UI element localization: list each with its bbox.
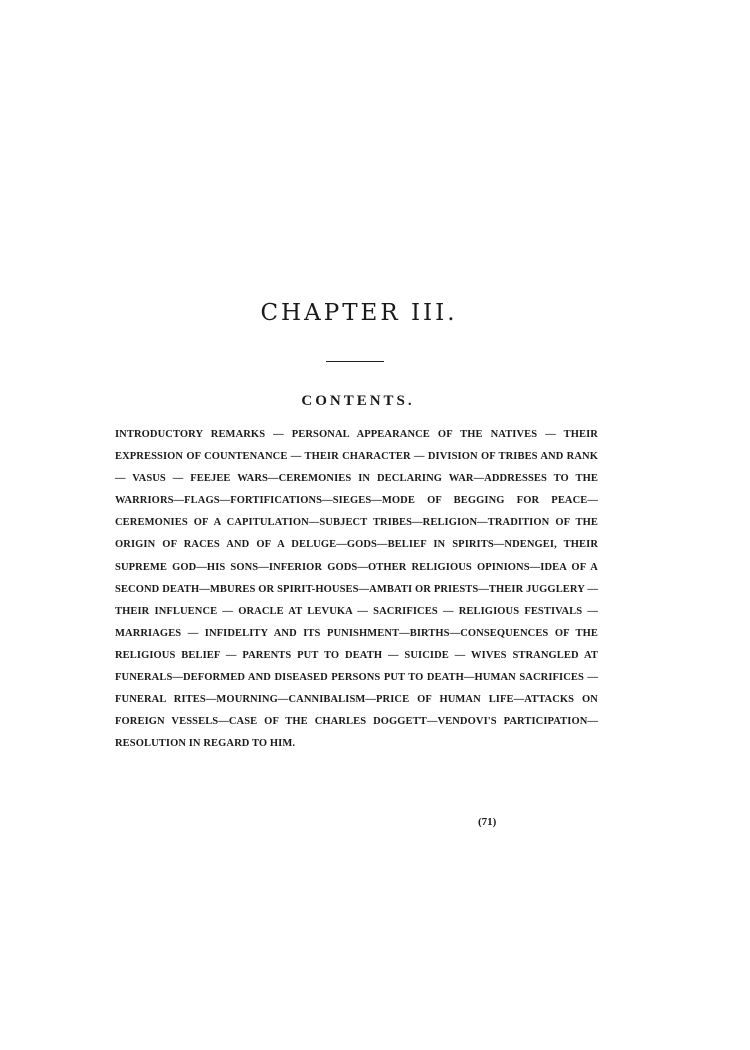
title-rule xyxy=(326,361,384,362)
chapter-title: CHAPTER III. xyxy=(260,300,458,326)
contents-heading: CONTENTS. xyxy=(301,393,415,409)
page-number: (71) xyxy=(478,816,497,828)
contents-body: INTRODUCTORY REMARKS — PERSONAL APPEARANCE OF THE NATIVES — THEIR EXPRESSION OF COUNTENANCE — THEIR CHARACTER — DIVISION OF TRIBES AND RANK — VASUS — FEEJEE WARS—CEREMONIES IN DECLARING WAR—ADDRESSES TO THE WARRIORS—FLAGS—FORTIFICATIONS—SIEGES—MODE OF BEGGING FOR PEACE—CEREMONIES OF A CAPITULATION—SUBJECT TRIBES—RELIGION—TRADITION OF THE ORIGIN OF RACES AND OF A DELUGE—GODS—BELIEF IN SPIRITS—NDENGEI, THEIR SUPREME GOD—HIS SONS—INFERIOR GODS—OTHER RELIGIOUS OPINIONS—IDEA OF A SECOND DEATH—MBURES OR SPIRIT-HOUSES—AMBATI OR PRIESTS—THEIR JUGGLERY —THEIR INFLUENCE — ORACLE AT LEVUKA — SACRIFICES — RELIGIOUS FESTIVALS — MARRIAGES — INFIDELITY AND ITS PUNISHMENT—BIRTHS—CONSEQUENCES OF THE RELIGIOUS BELIEF — PARENTS PUT TO DEATH — SUICIDE — WIVES STRANGLED AT FUNERALS—DEFORMED AND DISEASED PERSONS PUT TO DEATH—HUMAN SACRIFICES —FUNERAL RITES—MOURNING—CANNIBALISM—PRICE OF HUMAN LIFE—ATTACKS ON FOREIGN VESSELS—CASE OF THE CHARLES DOGGETT—VENDOVI'S PARTICIPATION—RESOLUTION IN REGARD TO HIM. xyxy=(115,429,598,750)
